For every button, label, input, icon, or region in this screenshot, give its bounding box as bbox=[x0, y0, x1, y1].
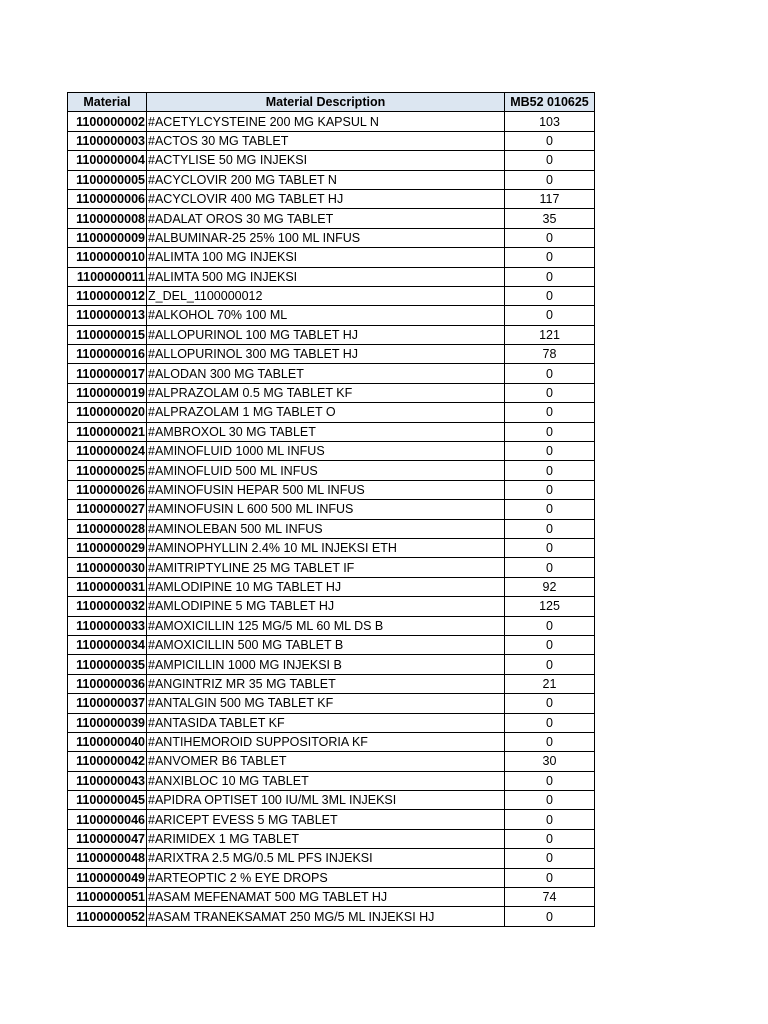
spreadsheet bbox=[67, 92, 595, 927]
material-description-cell: Z_DEL_1100000012 bbox=[147, 286, 505, 305]
quantity-cell: 117 bbox=[505, 189, 595, 208]
material-number-cell: 1100000039 bbox=[68, 713, 147, 732]
quantity-cell: 0 bbox=[505, 461, 595, 480]
quantity-cell: 0 bbox=[505, 364, 595, 383]
material-description-cell: #AMINOFUSIN HEPAR 500 ML INFUS bbox=[147, 480, 505, 499]
quantity-cell: 0 bbox=[505, 151, 595, 170]
table-row bbox=[68, 325, 595, 344]
material-description-cell: #ARICEPT EVESS 5 MG TABLET bbox=[147, 810, 505, 829]
material-number-cell: 1100000024 bbox=[68, 442, 147, 461]
material-number-cell: 1100000021 bbox=[68, 422, 147, 441]
table-row bbox=[68, 538, 595, 557]
material-number-cell: 1100000015 bbox=[68, 325, 147, 344]
table-row bbox=[68, 791, 595, 810]
table-row bbox=[68, 888, 595, 907]
table-row bbox=[68, 189, 595, 208]
material-number-cell: 1100000033 bbox=[68, 616, 147, 635]
quantity-cell: 0 bbox=[505, 286, 595, 305]
table-header bbox=[68, 93, 595, 112]
quantity-cell: 0 bbox=[505, 655, 595, 674]
material-description-cell: #ANXIBLOC 10 MG TABLET bbox=[147, 771, 505, 790]
table-row bbox=[68, 519, 595, 538]
quantity-cell: 78 bbox=[505, 345, 595, 364]
table-row bbox=[68, 635, 595, 654]
material-description-cell: #ALLOPURINOL 100 MG TABLET HJ bbox=[147, 325, 505, 344]
table-row bbox=[68, 131, 595, 150]
quantity-cell: 0 bbox=[505, 829, 595, 848]
header-material-description: Material Description bbox=[147, 93, 505, 112]
quantity-cell: 0 bbox=[505, 170, 595, 189]
material-description-cell: #AMLODIPINE 10 MG TABLET HJ bbox=[147, 577, 505, 596]
table-row bbox=[68, 480, 595, 499]
quantity-cell: 0 bbox=[505, 267, 595, 286]
table-row bbox=[68, 286, 595, 305]
material-number-cell: 1100000028 bbox=[68, 519, 147, 538]
table-row bbox=[68, 306, 595, 325]
material-description-cell: #ARTEOPTIC 2 % EYE DROPS bbox=[147, 868, 505, 887]
material-number-cell: 1100000037 bbox=[68, 694, 147, 713]
material-number-cell: 1100000042 bbox=[68, 752, 147, 771]
material-description-cell: #AMBROXOL 30 MG TABLET bbox=[147, 422, 505, 441]
material-number-cell: 1100000030 bbox=[68, 558, 147, 577]
material-description-cell: #AMPICILLIN 1000 MG INJEKSI B bbox=[147, 655, 505, 674]
material-number-cell: 1100000051 bbox=[68, 888, 147, 907]
table-row bbox=[68, 752, 595, 771]
material-description-cell: #AMINOPHYLLIN 2.4% 10 ML INJEKSI ETH bbox=[147, 538, 505, 557]
material-description-cell: #ACYCLOVIR 200 MG TABLET N bbox=[147, 170, 505, 189]
material-number-cell: 1100000013 bbox=[68, 306, 147, 325]
material-description-cell: #AMINOLEBAN 500 ML INFUS bbox=[147, 519, 505, 538]
quantity-cell: 121 bbox=[505, 325, 595, 344]
table-row bbox=[68, 403, 595, 422]
quantity-cell: 0 bbox=[505, 810, 595, 829]
quantity-cell: 0 bbox=[505, 771, 595, 790]
table-row bbox=[68, 151, 595, 170]
table-row bbox=[68, 577, 595, 596]
material-number-cell: 1100000029 bbox=[68, 538, 147, 557]
material-number-cell: 1100000026 bbox=[68, 480, 147, 499]
material-description-cell: #ANTALGIN 500 MG TABLET KF bbox=[147, 694, 505, 713]
material-number-cell: 1100000036 bbox=[68, 674, 147, 693]
quantity-cell: 0 bbox=[505, 403, 595, 422]
material-number-cell: 1100000016 bbox=[68, 345, 147, 364]
quantity-cell: 0 bbox=[505, 849, 595, 868]
quantity-cell: 0 bbox=[505, 558, 595, 577]
stock-table bbox=[67, 92, 595, 927]
material-description-cell: #ARIXTRA 2.5 MG/0.5 ML PFS INJEKSI bbox=[147, 849, 505, 868]
material-number-cell: 1100000019 bbox=[68, 383, 147, 402]
material-number-cell: 1100000031 bbox=[68, 577, 147, 596]
quantity-cell: 0 bbox=[505, 131, 595, 150]
quantity-cell: 21 bbox=[505, 674, 595, 693]
table-row bbox=[68, 345, 595, 364]
material-number-cell: 1100000017 bbox=[68, 364, 147, 383]
quantity-cell: 0 bbox=[505, 868, 595, 887]
material-number-cell: 1100000011 bbox=[68, 267, 147, 286]
material-description-cell: #ALIMTA 100 MG INJEKSI bbox=[147, 248, 505, 267]
material-description-cell: #ARIMIDEX 1 MG TABLET bbox=[147, 829, 505, 848]
quantity-cell: 0 bbox=[505, 306, 595, 325]
material-description-cell: #ADALAT OROS 30 MG TABLET bbox=[147, 209, 505, 228]
material-description-cell: #ACTOS 30 MG TABLET bbox=[147, 131, 505, 150]
material-number-cell: 1100000006 bbox=[68, 189, 147, 208]
quantity-cell: 125 bbox=[505, 597, 595, 616]
material-number-cell: 1100000040 bbox=[68, 732, 147, 751]
quantity-cell: 0 bbox=[505, 480, 595, 499]
material-description-cell: #ALPRAZOLAM 0.5 MG TABLET KF bbox=[147, 383, 505, 402]
material-number-cell: 1100000046 bbox=[68, 810, 147, 829]
material-description-cell: #ALODAN 300 MG TABLET bbox=[147, 364, 505, 383]
material-number-cell: 1100000025 bbox=[68, 461, 147, 480]
quantity-cell: 0 bbox=[505, 694, 595, 713]
material-description-cell: #AMOXICILLIN 125 MG/5 ML 60 ML DS B bbox=[147, 616, 505, 635]
material-number-cell: 1100000049 bbox=[68, 868, 147, 887]
quantity-cell: 0 bbox=[505, 500, 595, 519]
quantity-cell: 0 bbox=[505, 713, 595, 732]
quantity-cell: 103 bbox=[505, 112, 595, 131]
material-description-cell: #ANTIHEMOROID SUPPOSITORIA KF bbox=[147, 732, 505, 751]
material-description-cell: #ANVOMER B6 TABLET bbox=[147, 752, 505, 771]
quantity-cell: 92 bbox=[505, 577, 595, 596]
material-description-cell: #AMITRIPTYLINE 25 MG TABLET IF bbox=[147, 558, 505, 577]
table-row bbox=[68, 597, 595, 616]
quantity-cell: 0 bbox=[505, 442, 595, 461]
material-number-cell: 1100000032 bbox=[68, 597, 147, 616]
material-description-cell: #ALKOHOL 70% 100 ML bbox=[147, 306, 505, 325]
material-description-cell: #AMINOFLUID 1000 ML INFUS bbox=[147, 442, 505, 461]
table-row bbox=[68, 655, 595, 674]
table-row bbox=[68, 713, 595, 732]
table-row bbox=[68, 849, 595, 868]
table-row bbox=[68, 170, 595, 189]
quantity-cell: 0 bbox=[505, 635, 595, 654]
table-row bbox=[68, 829, 595, 848]
table-row bbox=[68, 810, 595, 829]
table-row bbox=[68, 694, 595, 713]
material-description-cell: #ACETYLCYSTEINE 200 MG KAPSUL N bbox=[147, 112, 505, 131]
quantity-cell: 0 bbox=[505, 519, 595, 538]
material-number-cell: 1100000010 bbox=[68, 248, 147, 267]
quantity-cell: 0 bbox=[505, 538, 595, 557]
material-description-cell: #AMLODIPINE 5 MG TABLET HJ bbox=[147, 597, 505, 616]
table-row bbox=[68, 364, 595, 383]
material-number-cell: 1100000009 bbox=[68, 228, 147, 247]
header-material: Material bbox=[68, 93, 147, 112]
table-row bbox=[68, 907, 595, 926]
material-description-cell: #APIDRA OPTISET 100 IU/ML 3ML INJEKSI bbox=[147, 791, 505, 810]
material-description-cell: #AMINOFLUID 500 ML INFUS bbox=[147, 461, 505, 480]
table-body bbox=[68, 112, 595, 926]
material-number-cell: 1100000047 bbox=[68, 829, 147, 848]
quantity-cell: 0 bbox=[505, 791, 595, 810]
material-description-cell: #ANTASIDA TABLET KF bbox=[147, 713, 505, 732]
material-description-cell: #ASAM TRANEKSAMAT 250 MG/5 ML INJEKSI HJ bbox=[147, 907, 505, 926]
material-number-cell: 1100000035 bbox=[68, 655, 147, 674]
material-number-cell: 1100000052 bbox=[68, 907, 147, 926]
material-description-cell: #AMOXICILLIN 500 MG TABLET B bbox=[147, 635, 505, 654]
material-number-cell: 1100000003 bbox=[68, 131, 147, 150]
material-number-cell: 1100000043 bbox=[68, 771, 147, 790]
table-row bbox=[68, 209, 595, 228]
material-number-cell: 1100000048 bbox=[68, 849, 147, 868]
quantity-cell: 0 bbox=[505, 907, 595, 926]
material-description-cell: #ANGINTRIZ MR 35 MG TABLET bbox=[147, 674, 505, 693]
material-number-cell: 1100000034 bbox=[68, 635, 147, 654]
table-row bbox=[68, 732, 595, 751]
material-number-cell: 1100000012 bbox=[68, 286, 147, 305]
header-row bbox=[68, 93, 595, 112]
quantity-cell: 30 bbox=[505, 752, 595, 771]
quantity-cell: 35 bbox=[505, 209, 595, 228]
quantity-cell: 0 bbox=[505, 383, 595, 402]
quantity-cell: 0 bbox=[505, 732, 595, 751]
table-row bbox=[68, 771, 595, 790]
table-row bbox=[68, 267, 595, 286]
table-row bbox=[68, 442, 595, 461]
material-description-cell: #ALLOPURINOL 300 MG TABLET HJ bbox=[147, 345, 505, 364]
quantity-cell: 0 bbox=[505, 422, 595, 441]
table-row bbox=[68, 616, 595, 635]
material-number-cell: 1100000045 bbox=[68, 791, 147, 810]
table-row bbox=[68, 112, 595, 131]
material-number-cell: 1100000008 bbox=[68, 209, 147, 228]
material-description-cell: #ALPRAZOLAM 1 MG TABLET O bbox=[147, 403, 505, 422]
material-number-cell: 1100000002 bbox=[68, 112, 147, 131]
table-row bbox=[68, 228, 595, 247]
material-number-cell: 1100000004 bbox=[68, 151, 147, 170]
material-description-cell: #ACTYLISE 50 MG INJEKSI bbox=[147, 151, 505, 170]
material-description-cell: #ALBUMINAR-25 25% 100 ML INFUS bbox=[147, 228, 505, 247]
quantity-cell: 74 bbox=[505, 888, 595, 907]
quantity-cell: 0 bbox=[505, 228, 595, 247]
material-description-cell: #ASAM MEFENAMAT 500 MG TABLET HJ bbox=[147, 888, 505, 907]
material-number-cell: 1100000005 bbox=[68, 170, 147, 189]
material-description-cell: #AMINOFUSIN L 600 500 ML INFUS bbox=[147, 500, 505, 519]
header-mb52-quantity: MB52 010625 bbox=[505, 93, 595, 112]
material-number-cell: 1100000020 bbox=[68, 403, 147, 422]
table-row bbox=[68, 868, 595, 887]
material-number-cell: 1100000027 bbox=[68, 500, 147, 519]
table-row bbox=[68, 422, 595, 441]
table-row bbox=[68, 461, 595, 480]
table-row bbox=[68, 558, 595, 577]
quantity-cell: 0 bbox=[505, 248, 595, 267]
table-row bbox=[68, 674, 595, 693]
material-description-cell: #ACYCLOVIR 400 MG TABLET HJ bbox=[147, 189, 505, 208]
table-row bbox=[68, 248, 595, 267]
material-description-cell: #ALIMTA 500 MG INJEKSI bbox=[147, 267, 505, 286]
table-row bbox=[68, 383, 595, 402]
table-row bbox=[68, 500, 595, 519]
quantity-cell: 0 bbox=[505, 616, 595, 635]
